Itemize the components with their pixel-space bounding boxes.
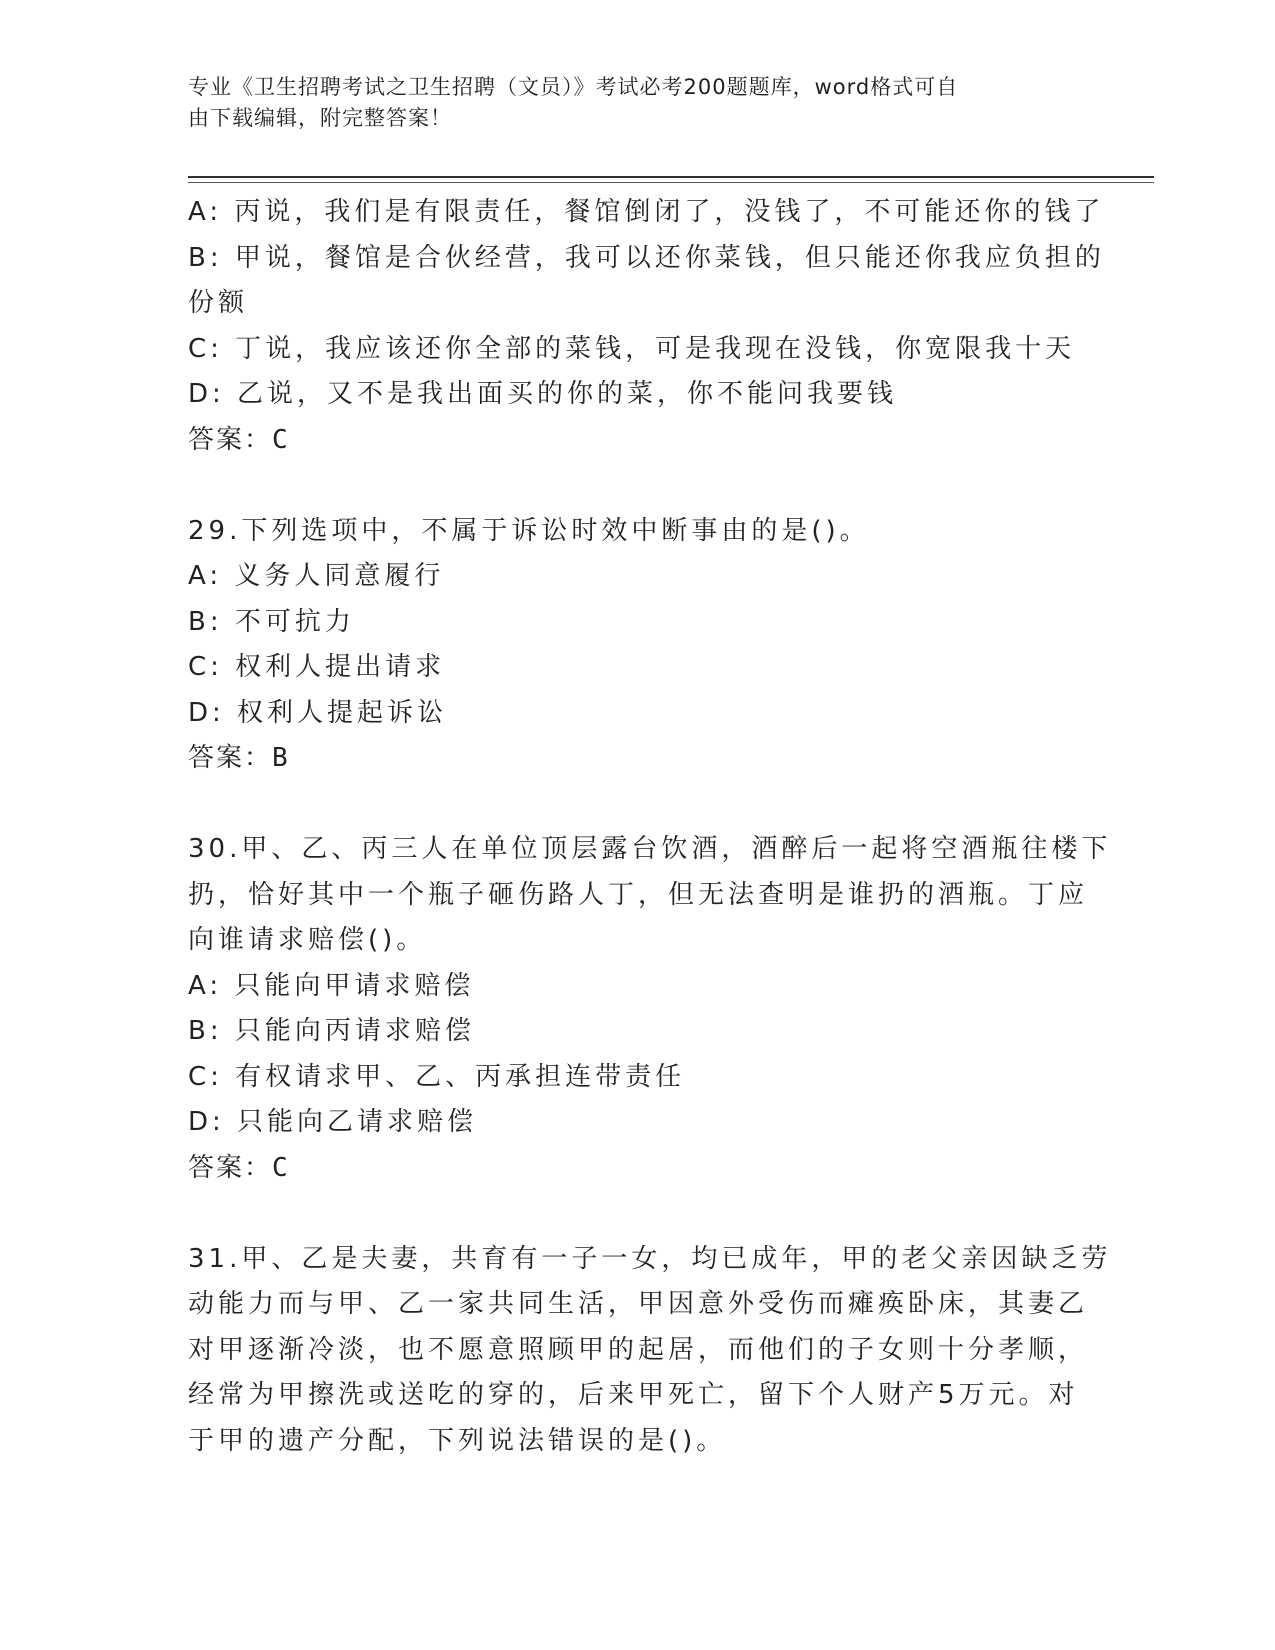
question-stem-line-2: 动能力而与甲、乙一家共同生活，甲因意外受伤而瘫痪卧床，其妻乙 (188, 1289, 1089, 1319)
question-stem-line-1: 31.甲、乙是夫妻，共育有一子一女，均已成年，甲的老父亲因缺乏劳 (188, 1243, 1112, 1274)
option-c: C: 权利人提出请求 (188, 652, 446, 682)
question-stem: 29.下列选项中，不属于诉讼时效中断事由的是()。 (188, 515, 870, 546)
option-a: A: 丙说，我们是有限责任，餐馆倒闭了，没钱了，不可能还你的钱了 (188, 197, 1105, 227)
option-a: A: 只能向甲请求赔偿 (188, 970, 475, 1001)
answer-label: 答案： (188, 1152, 273, 1183)
header-line-2: 由下载编辑，附完整答案！ (188, 106, 452, 130)
answer-line (188, 736, 1088, 782)
answer-value: C (272, 424, 290, 455)
question-stem-line-2: 扔，恰好其中一个瓶子砸伤路人丁，但无法查明是谁扔的酒瓶。丁应 (188, 879, 1089, 910)
question-stem-line-5: 于甲的遗产分配，下列说法错误的是()。 (188, 1425, 727, 1456)
question-30 (188, 827, 1112, 1191)
answer-value: C (272, 1152, 290, 1183)
option-b-continued: 份额 (188, 288, 249, 318)
question-stem-line-3: 向谁请求赔偿()。 (188, 925, 427, 955)
question-stem-line-1: 30.甲、乙、丙三人在单位顶层露台饮酒，酒醉后一起将空酒瓶往楼下 (188, 834, 1112, 864)
header-line-1: 专业《卫生招聘考试之卫生招聘（文员）》考试必考200题题库，word格式可自 (188, 75, 959, 99)
option-d: D: 只能向乙请求赔偿 (188, 1107, 478, 1137)
question-list (188, 190, 1112, 1464)
question-28 (188, 190, 1105, 463)
answer-line (188, 1146, 1088, 1192)
option-b: B: 甲说，餐馆是合伙经营，我可以还你菜钱，但只能还你我应负担的 (188, 242, 1105, 273)
answer-line (188, 418, 1088, 464)
answer-value: B (272, 743, 290, 773)
question-29 (188, 509, 1088, 782)
option-a: A: 义务人同意履行 (188, 561, 445, 591)
option-c: C: 有权请求甲、乙、丙承担连带责任 (188, 1061, 686, 1092)
question-spacer (188, 782, 1088, 828)
option-b: B: 只能向丙请求赔偿 (188, 1016, 475, 1046)
question-spacer (188, 463, 1088, 509)
option-c: C: 丁说，我应该还你全部的菜钱，可是我现在没钱，你宽限我十天 (188, 333, 1076, 364)
header-divider-thick (188, 176, 1154, 178)
option-d: D: 乙说，又不是我出面买的你的菜，你不能问我要钱 (188, 379, 898, 409)
question-stem-line-4: 经常为甲擦洗或送吃的穿的，后来甲死亡，留下个人财产5万元。对 (188, 1380, 1079, 1410)
option-b: B: 不可抗力 (188, 606, 355, 637)
question-spacer (188, 1191, 1088, 1237)
question-31 (188, 1237, 1112, 1465)
header-divider-thin (188, 182, 1154, 183)
answer-label: 答案： (188, 424, 273, 455)
document-header (188, 72, 1068, 134)
question-stem-line-3: 对甲逐渐冷淡，也不愿意照顾甲的起居，而他们的子女则十分孝顺， (188, 1334, 1089, 1365)
answer-label: 答案： (188, 743, 273, 773)
option-d: D: 权利人提起诉讼 (188, 697, 448, 728)
